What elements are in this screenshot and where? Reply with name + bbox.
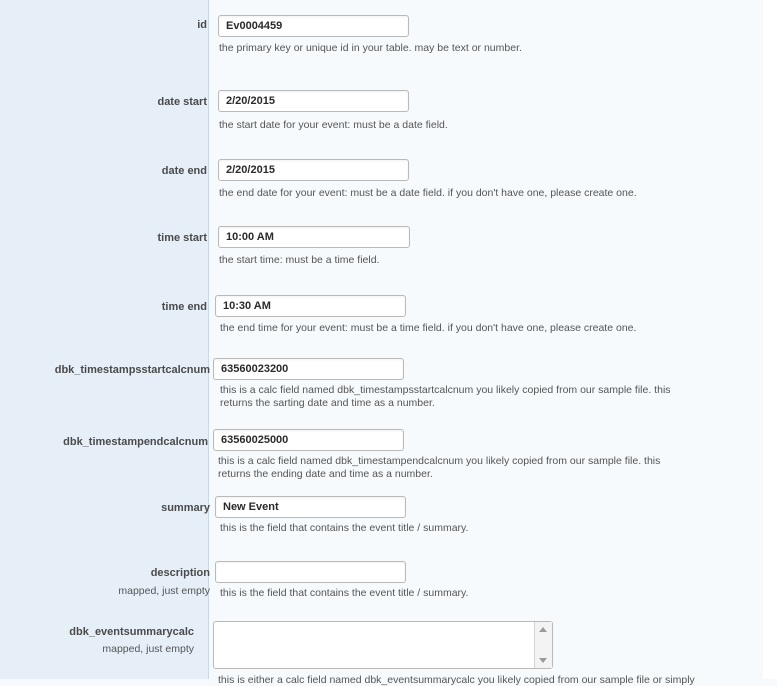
field-label-description: description xyxy=(150,567,210,579)
description-field[interactable] xyxy=(215,561,406,583)
date-start-field[interactable] xyxy=(218,90,409,112)
field-sublabel-event-summary-calc: mapped, just empty xyxy=(102,643,194,655)
help-text-description: this is the field that contains the event title / summary. xyxy=(220,587,469,599)
help-text-timestamp-start-line2: returns the sarting date and time as a number. xyxy=(220,397,435,409)
id-field[interactable] xyxy=(218,15,409,37)
help-text-time-start: the start time: must be a time field. xyxy=(219,254,380,266)
help-text-time-end: the end time for your event: must be a time field. if you don't have one, please create one. xyxy=(220,322,637,334)
event-summary-calc-textarea[interactable] xyxy=(213,621,553,669)
field-label-time-start: time start xyxy=(157,232,207,244)
textarea-scrollbar[interactable] xyxy=(534,622,552,668)
field-label-date-end: date end xyxy=(161,165,207,177)
time-start-field[interactable] xyxy=(218,226,410,248)
scroll-down-arrow-icon[interactable] xyxy=(539,658,547,663)
help-text-timestamp-start-line1: this is a calc field named dbk_timestampsstartcalcnum you likely copied from our sample file. this xyxy=(220,384,671,396)
help-text-event-summary-calc: this is either a calc field named dbk_eventsummarycalc you likely copied from our sample file or simply xyxy=(218,674,695,686)
field-label-timestamp-end: dbk_timestampendcalcnum xyxy=(63,436,208,448)
field-sublabel-description: mapped, just empty xyxy=(118,585,210,597)
field-label-id: id xyxy=(197,19,207,31)
help-text-timestamp-end-line1: this is a calc field named dbk_timestampendcalcnum you likely copied from our sample file. this xyxy=(218,455,661,467)
field-label-event-summary-calc: dbk_eventsummarycalc xyxy=(69,626,194,638)
time-end-field[interactable] xyxy=(215,295,406,317)
help-text-id: the primary key or unique id in your table. may be text or number. xyxy=(219,42,522,54)
timestamp-start-field[interactable] xyxy=(213,358,404,380)
help-text-summary: this is the field that contains the event title / summary. xyxy=(220,522,469,534)
timestamp-end-field[interactable] xyxy=(213,429,404,451)
scroll-up-arrow-icon[interactable] xyxy=(539,627,547,632)
field-label-date-start: date start xyxy=(157,96,207,108)
help-text-timestamp-end-line2: returns the ending date and time as a number. xyxy=(218,468,433,480)
field-label-summary: summary xyxy=(161,502,210,514)
field-label-time-end: time end xyxy=(161,301,207,313)
help-text-date-end: the end date for your event: must be a date field. if you don't have one, please create one. xyxy=(219,187,637,199)
help-text-date-start: the start date for your event: must be a date field. xyxy=(219,119,448,131)
field-label-timestamp-start: dbk_timestampsstartcalcnum xyxy=(54,364,210,376)
summary-field[interactable] xyxy=(215,496,406,518)
date-end-field[interactable] xyxy=(218,159,409,181)
window-gutter xyxy=(763,0,777,679)
